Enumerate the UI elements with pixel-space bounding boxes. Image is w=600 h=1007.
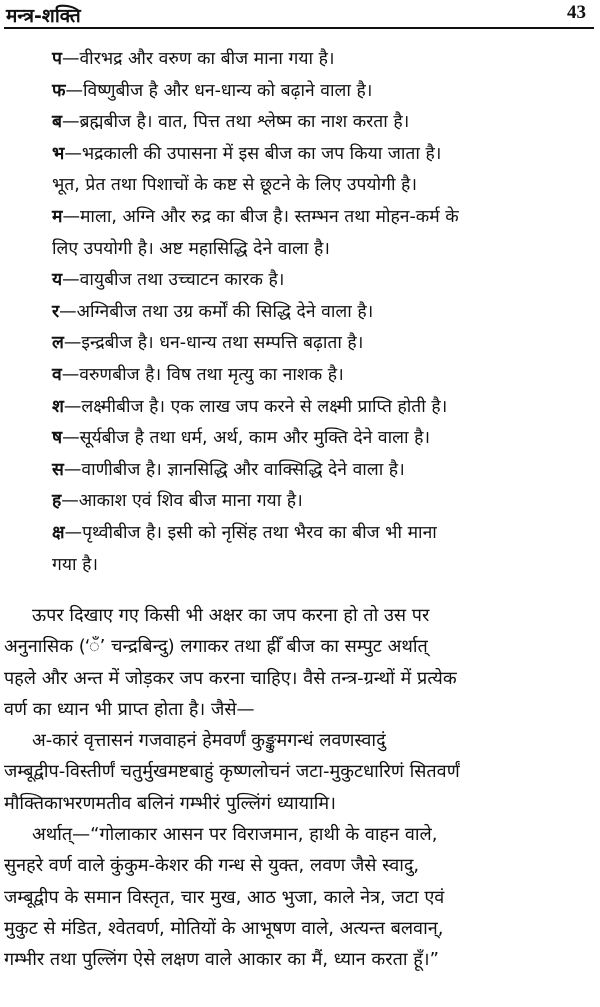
bija-entry [0,44,600,76]
bija-entry [0,139,600,202]
bija-entry [0,392,600,424]
text-line: मौक्तिकाभरणमतीव बलिनं गम्भीरं पुल्लिंगं ध्यायामि। [4,792,336,814]
entry-line [52,207,459,227]
entry-line [52,112,409,132]
running-title: मन्त्र-शक्ति [6,5,81,27]
entry-continuation-line: भूत, प्रेत तथा पिशाचों के कष्ट से छूटने के लिए उपयोगी है। [52,175,417,196]
bija-entry [0,455,600,487]
bija-entry [0,328,600,360]
text-line: अनुनासिक (‘ँ’ चन्द्रबिन्दु) लगाकर तथा ह्रीँ बीज का सम्पुट अर्थात् [4,636,428,658]
bija-description: —विष्णुबीज है और धन-धान्य को बढ़ाने वाला है। [65,80,373,101]
entry-line [52,365,344,385]
bija-description: —वाणीबीज है। ज्ञानसिद्धि और वाक्सिद्धि देने वाला है। [63,459,405,480]
entry-line [52,49,335,69]
bija-list [0,44,600,581]
text-line: गम्भीर तथा पुल्लिंग ऐसे लक्षण वाले आकार का मैं, ध्यान करता हूँ।” [4,949,439,971]
bija-description: —ब्रह्मबीज है। वात, पित्त तथा श्लेष्म का नाश करता है। [62,112,410,133]
entry-line [52,302,373,322]
page-number: 43 [567,2,586,23]
bija-entry [0,297,600,329]
bija-entry [0,518,600,581]
bija-description: —अग्निबीज तथा उग्र कर्मों की सिद्धि देने वाला है। [59,301,374,322]
bija-description: —माला, अग्नि और रुद्र का बीज है। स्तम्भन तथा मोहन-कर्म के [62,206,459,227]
bija-description: —इन्द्रबीज है। धन-धान्य तथा सम्पत्ति बढ़ाता है। [63,333,364,354]
header-rule [4,27,594,29]
entry-line [52,81,372,101]
paragraph [0,725,600,819]
entry-line [52,144,441,164]
bija-entry [0,107,600,139]
entry-line [52,428,430,448]
bija-letter: प [52,49,62,69]
paragraph [0,819,600,975]
bija-letter: म [52,206,63,227]
entry-continuation-line: लिए उपयोगी है। अष्ट महासिद्धि देने वाला है। [52,238,330,259]
text-line: अ-कारं वृत्तासनं गजवाहनं हेमवर्णं कुङ्कुमगन्धं लवणस्वादुं [32,730,386,752]
bija-entry [0,202,600,265]
bija-letter: व [52,364,62,385]
bija-description: —भद्रकाली की उपासना में इस बीज का जप किया जाता है। [64,143,442,164]
bija-letter: श [52,396,64,417]
entry-continuation-line: गया है। [52,554,99,575]
bija-description: —वरुणबीज है। विष तथा मृत्यु का नाशक है। [61,364,344,385]
page-header [0,0,600,30]
entry-line [52,460,405,480]
bija-letter: य [52,270,63,291]
bija-letter: भ [52,143,65,164]
bija-description: —आकाश एवं शिव बीज माना गया है। [61,491,303,512]
text-line: अर्थात्—“गोलाकार आसन पर विराजमान, हाथी के वाहन वाले, [32,824,438,846]
entry-line [52,523,437,543]
entry-line [52,397,447,417]
text-line: जम्बूद्वीप के समान विस्तृत, चार मुख, आठ भुजा, काले नेत्र, जटा एवं [4,886,445,908]
text-line: मुकुट से मंडित, श्वेतवर्ण, मोतियों के आभूषण वाले, अत्यन्त बलवान्, [4,917,444,939]
bija-entry [0,265,600,297]
bija-letter: ष [52,428,63,449]
bija-letter: फ [52,80,66,101]
bija-description: —वायुबीज तथा उच्चाटन कारक है। [62,270,285,291]
body-text [0,600,600,976]
bija-entry [0,486,600,518]
bija-entry [0,76,600,108]
text-line: ऊपर दिखाए गए किसी भी अक्षर का जप करना हो तो उस पर [32,605,430,626]
entry-line [52,333,363,353]
text-line: जम्बूद्वीप-विस्तीर्णं चतुर्मुखमष्टबाहुं कृष्णलोचनं जटा-मुकुटधारिणं सितवर्णं [4,761,460,783]
bija-entry [0,423,600,455]
entry-line [52,491,303,511]
bija-letter: ह [52,491,62,512]
paragraph [0,600,600,725]
bija-description: —सूर्यबीज है तथा धर्म, अर्थ, काम और मुक्ति देने वाला है। [62,428,431,449]
bija-letter: र [52,301,60,322]
text-line: वर्ण का ध्यान भी प्राप्त होता है। जैसे— [4,698,255,720]
bija-entry [0,360,600,392]
text-line: पहले और अन्त में जोड़कर जप करना चाहिए। वैसे तन्त्र-ग्रन्थों में प्रत्येक [4,667,457,689]
bija-letter: ब [52,112,62,133]
bija-letter: स [52,459,64,480]
text-line: सुनहरे वर्ण वाले कुंकुम-केशर की गन्ध से युक्त, लवण जैसे स्वादु, [4,855,420,877]
bija-letter: ल [52,333,64,354]
entry-line [52,270,284,290]
bija-description: —लक्ष्मीबीज है। एक लाख जप करने से लक्ष्मी प्राप्ति होती है। [63,396,448,417]
bija-letter: क्ष [52,522,65,543]
bija-description: —पृथ्वीबीज है। इसी को नृसिंह तथा भैरव का बीज भी माना [64,522,437,543]
bija-description: —वीरभद्र और वरुण का बीज माना गया है। [61,49,335,69]
